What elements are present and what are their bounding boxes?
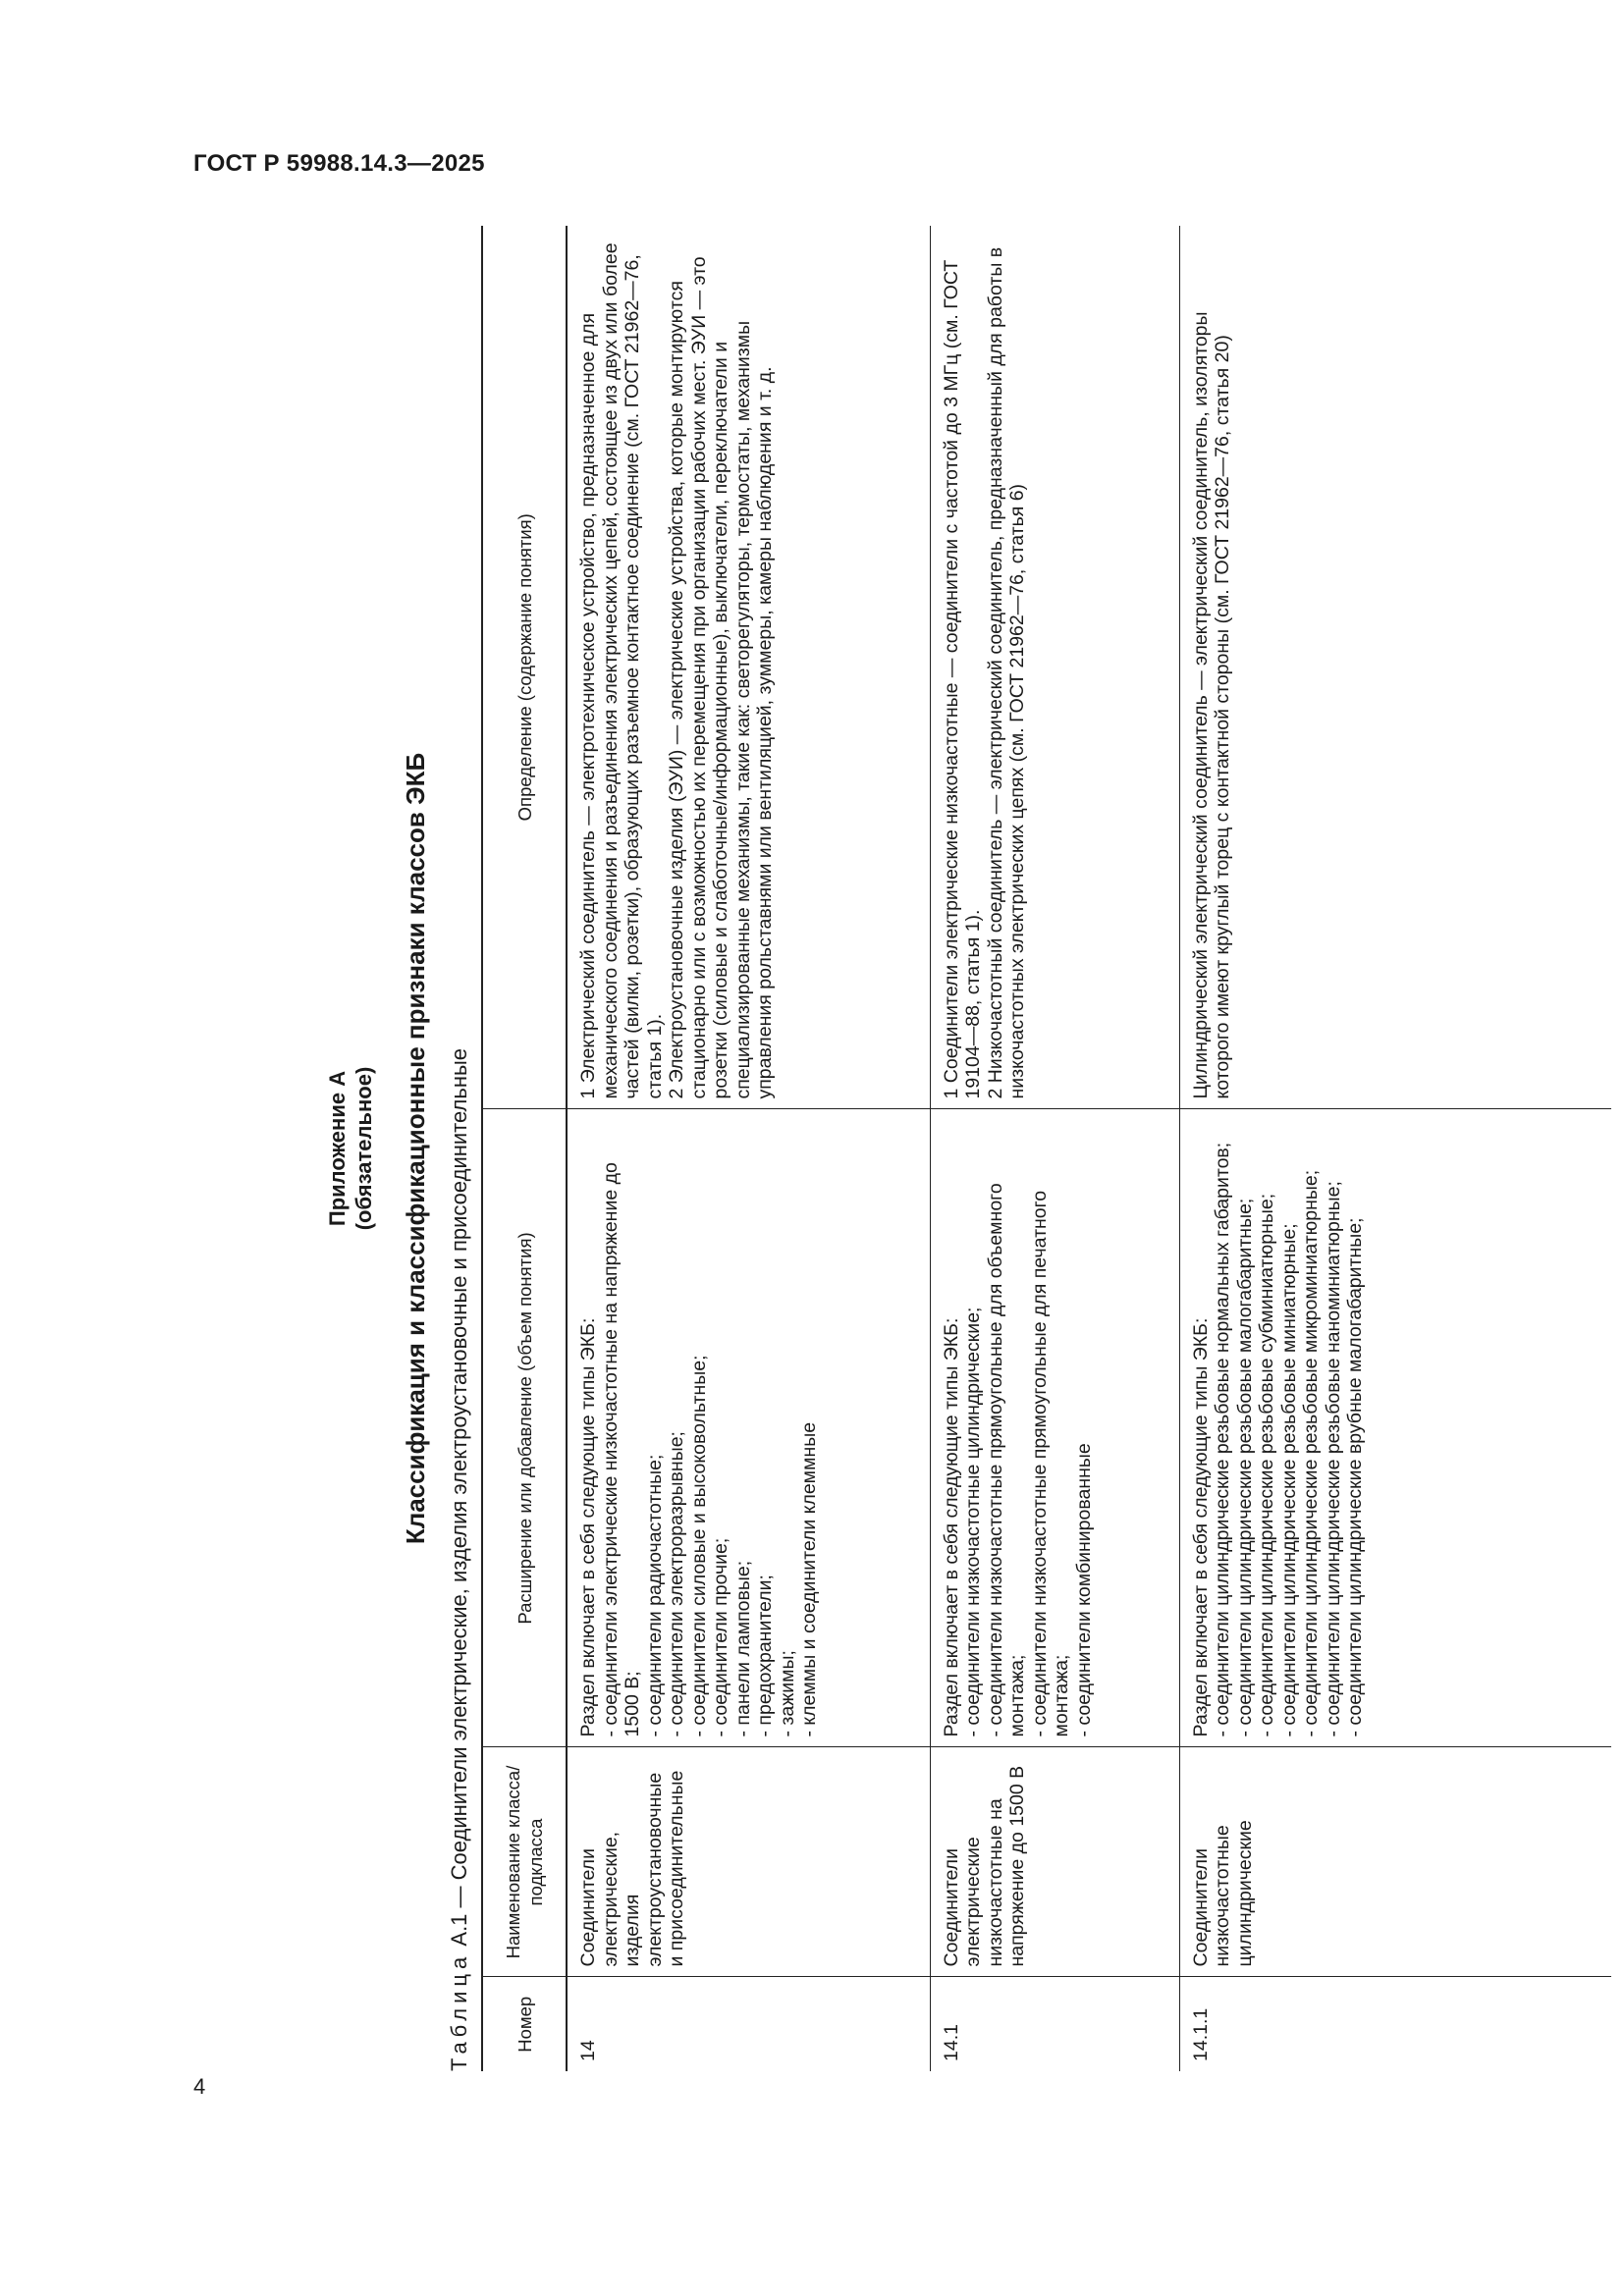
definition-paragraph: 1 Соединители электрические низкочастотные — соединители с частотой до 3 МГц (см. ГОСТ 19104—88, статья 1).	[940, 259, 984, 1099]
table-row	[1179, 226, 1611, 2071]
name-line: электроустановочные	[643, 1772, 666, 1967]
cell-definition	[567, 226, 930, 1109]
page-number: 4	[193, 2074, 206, 2099]
table-row	[567, 226, 930, 2071]
name-line: и присоединительные	[666, 1770, 687, 1967]
scope-line: - соединители низкочастотные прямоугольные для печатного монтажа;	[1028, 1190, 1072, 1737]
table-caption	[447, 1048, 472, 2071]
name-line: электрические,	[599, 1831, 622, 1967]
cell-scope	[1179, 1109, 1611, 1747]
cell-name	[930, 1747, 1179, 1977]
scope-line: Раздел включает в себя следующие типы ЭКБ:	[577, 1317, 599, 1737]
scope-line: - соединители низкочастотные цилиндрические;	[962, 1307, 984, 1737]
name-line: низкочастотные на	[984, 1798, 1006, 1967]
appendix-title: Приложение А	[325, 1070, 350, 1227]
scope-line: - соединители цилиндрические резьбовые субминиатюрные;	[1256, 1193, 1277, 1737]
scope-line: - соединители электрические низкочастотные на напряжение до 1500 В;	[599, 1162, 643, 1737]
scope-line: - панели ламповые;	[731, 1560, 754, 1737]
name-line: напряжение до 1500 В	[1006, 1765, 1028, 1967]
table-caption-text: А.1 — Соединители электрические, изделия электроустановочные и присоединительные	[447, 1047, 471, 1947]
scope-line: - соединители цилиндрические резьбовые малогабаритные;	[1233, 1198, 1256, 1737]
classification-table	[481, 226, 1611, 2071]
scope-line: - зажимы;	[776, 1650, 798, 1737]
definition-paragraph: Цилиндрический электрический соединитель — электрический соединитель, изоляторы которого имеют круглый торец с контактной стороны (см. ГОСТ 21962—76, статья 20)	[1189, 311, 1233, 1099]
scope-line: - соединители электроразрывные;	[666, 1431, 687, 1737]
definition-paragraph: 2 Низкочастотный соединитель — электрический соединитель, предназначенный для работы в низкочастотных электрических цепях (см. ГОСТ 21962—76, статья 6)	[984, 246, 1028, 1099]
scope-line: - соединители радиочастотные;	[643, 1454, 666, 1737]
document-header: ГОСТ Р 59988.14.3—2025	[193, 150, 485, 177]
scope-line: - соединители прочие;	[710, 1537, 731, 1737]
scope-line: - соединители цилиндрические резьбовые нормальных габаритов;	[1212, 1142, 1233, 1737]
cell-definition	[1179, 226, 1611, 1109]
name-line: Соединители низкочастотные цилиндрические	[1189, 1820, 1256, 1967]
scope-line: - соединители низкочастотные прямоугольные для объемного монтажа;	[984, 1183, 1028, 1737]
scope-line: - соединители цилиндрические резьбовые микроминиатюрные;	[1300, 1169, 1322, 1737]
cell-name	[567, 1747, 930, 1977]
cell-number: 14	[567, 1977, 930, 2071]
definition-paragraph: 1 Электрический соединитель — электротехническое устройство, предназначенное для механического соединения и разъединения электрических цепей, состоящее из двух или более частей (вилки, розетки), образующих разъемное контактное соединение (см. ГОСТ 21962—76, статья 1).	[577, 242, 666, 1099]
scope-line: - соединители силовые и высоковольтные;	[687, 1355, 710, 1737]
name-line: изделия	[622, 1894, 643, 1967]
table-header-row	[482, 226, 567, 2071]
column-header-name: Наименование класса/подкласса	[482, 1747, 567, 1977]
name-line: Соединители	[940, 1848, 962, 1967]
cell-scope	[930, 1109, 1179, 1747]
cell-definition	[930, 226, 1179, 1109]
section-title: Классификация и классификационные признаки классов ЭКБ	[401, 752, 430, 1545]
table-caption-label: Таблица	[447, 1951, 471, 2071]
scope-line: Раздел включает в себя следующие типы ЭКБ:	[940, 1317, 962, 1737]
definition-paragraph: 2 Электроустановочные изделия (ЭУИ) — электрические устройства, которые монтируются стационарно или с возможностью их перемещения при организации рабочих мест. ЭУИ — это розетки (силовые и слаботочные/информационные), выключатели, переключатели и специализированные механизмы, такие как: светорегуляторы, термостаты, механизмы управления рольставнями или вентиляцией, зуммеры, камеры наблюдения и т. д.	[666, 256, 776, 1099]
scope-line: - соединители цилиндрические резьбовые наноминиатюрные;	[1322, 1181, 1344, 1737]
column-header-scope: Расширение или добавление (объем понятия)	[482, 1109, 567, 1747]
scope-line: - клеммы и соединители клеммные	[798, 1421, 820, 1737]
rotated-page-content	[324, 226, 1502, 2071]
appendix-heading	[324, 226, 377, 2071]
cell-scope	[567, 1109, 930, 1747]
scope-line: - соединители цилиндрические врубные малогабаритные;	[1344, 1217, 1366, 1737]
column-header-number: Номер	[482, 1977, 567, 2071]
scope-line: - соединители цилиндрические резьбовые миниатюрные;	[1277, 1223, 1300, 1737]
scope-line: Раздел включает в себя следующие типы ЭКБ:	[1189, 1317, 1212, 1737]
appendix-status: (обязательное)	[352, 1066, 376, 1231]
scope-line: - предохранители;	[754, 1575, 776, 1737]
cell-name	[1179, 1747, 1611, 1977]
cell-number: 14.1.1	[1179, 1977, 1611, 2071]
name-line: Соединители	[577, 1848, 599, 1967]
name-line: электрические	[962, 1837, 984, 1967]
column-header-definition: Определение (содержание понятия)	[482, 226, 567, 1109]
table-row	[930, 226, 1179, 2071]
scope-line: - соединители комбинированные	[1072, 1443, 1095, 1737]
cell-number: 14.1	[930, 1977, 1179, 2071]
